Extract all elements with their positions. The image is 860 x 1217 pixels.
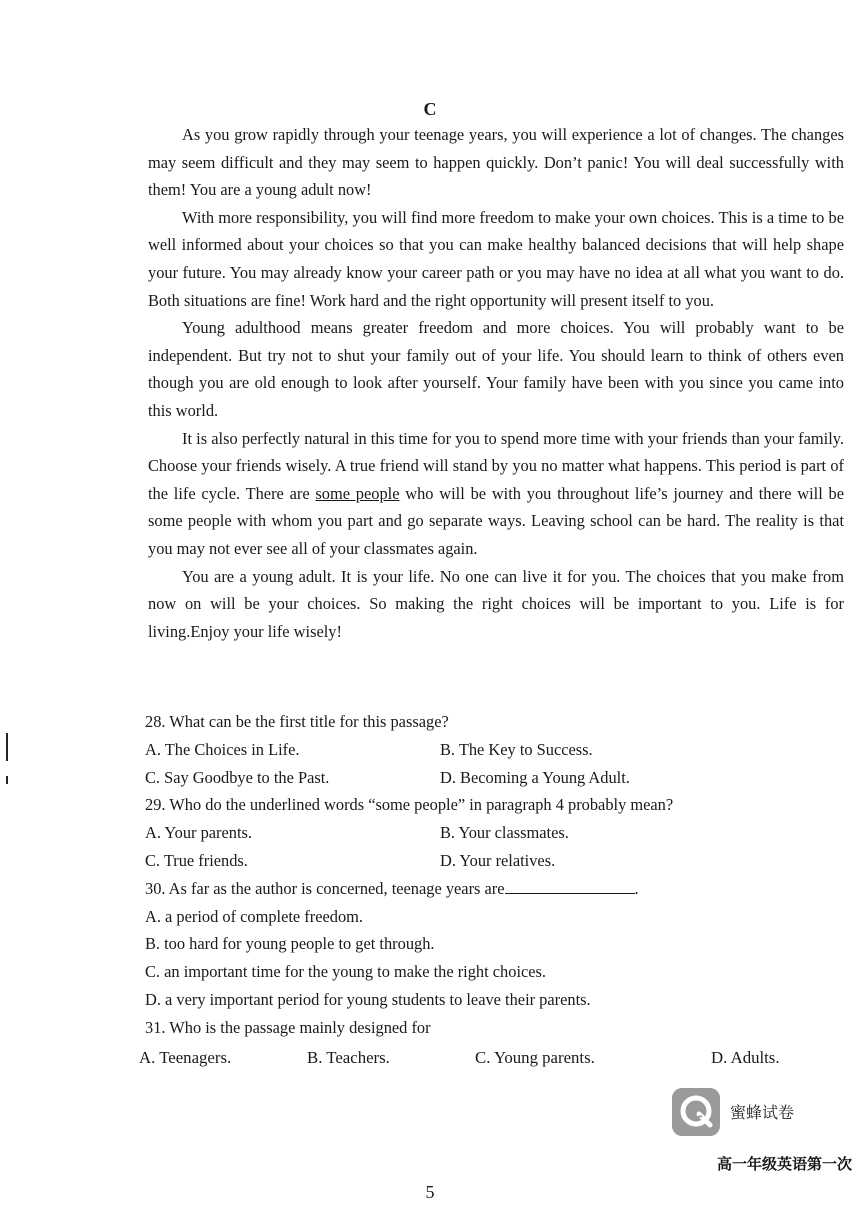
option-d: D. Adults.	[711, 1047, 780, 1067]
margin-mark	[6, 776, 8, 784]
paragraph-5: You are a young adult. It is your life. No one can live it for you. The choices that you make from now on will be your choices. So making the right choices will be important to you. Life is for living.Enjoy your life wisely!	[148, 566, 844, 641]
option-a: A. The Choices in Life.	[145, 739, 300, 759]
footer-exam-title: 高一年级英语第一次	[716, 1155, 852, 1173]
app-logo-icon	[672, 1088, 720, 1136]
option-b: B. The Key to Success.	[440, 739, 593, 759]
margin-mark	[6, 733, 8, 761]
option-c: C. Say Goodbye to the Past.	[145, 767, 330, 787]
question-28-options	[145, 764, 845, 792]
question-29-options	[145, 819, 845, 847]
option-d: D. a very important period for young students to leave their parents.	[145, 989, 591, 1009]
answer-blank	[505, 879, 635, 894]
paragraph-3: Young adulthood means greater freedom and more choices. You will probably want to be independent. But try not to shut your family out of your life. You should learn to think of others even though you are old enough to look after yourself. Your family have been with you since you came into this world.	[148, 318, 844, 420]
question-28-stem: 28. What can be the first title for this passage?	[145, 712, 449, 731]
option-a: A. a period of complete freedom.	[145, 906, 364, 926]
option-c: C. Young parents.	[475, 1047, 595, 1067]
question-29-options	[145, 847, 845, 875]
option-b: B. Your classmates.	[440, 823, 569, 843]
question-31-stem: 31. Who is the passage mainly designed for	[145, 1017, 431, 1037]
option-c: C. an important time for the young to make the right choices.	[145, 962, 547, 982]
option-a: A. Your parents.	[145, 823, 252, 843]
question-30-period: .	[634, 878, 639, 898]
question-28-options	[145, 736, 845, 764]
page-number: 5	[425, 1182, 435, 1202]
option-b: B. too hard for young people to get through.	[145, 934, 435, 954]
paragraph-4-text: who will be with you throughout life’s journey and there will be some people with whom you part and go separate ways. Leaving school can be hard. The reality is that you may not ever see all of your classmates again.	[148, 483, 845, 558]
question-30-stem	[145, 875, 845, 903]
section-label: C	[423, 99, 437, 119]
option-d: D. Becoming a Young Adult.	[440, 767, 630, 787]
question-29-stem: 29. Who do the underlined words “some people” in paragraph 4 probably mean?	[145, 795, 674, 815]
reading-passage	[148, 121, 844, 645]
question-30-text: 30. As far as the author is concerned, teenage years are	[145, 878, 505, 898]
paragraph-2: With more responsibility, you will find more freedom to make your own choices. This is a time to be well informed about your choices so that you can make healthy balanced decisions that will help shape your future. You may already know your career path or you may have no idea at all what you want to do. Both situations are fine! Work hard and the right opportunity will present itself to you.	[148, 207, 844, 310]
question-31-options	[139, 1044, 845, 1072]
option-d: D. Your relatives.	[440, 850, 556, 870]
option-b: B. Teachers.	[307, 1047, 390, 1067]
question-list	[139, 708, 845, 1071]
paragraph-4-text: It is also perfectly natural in this time for you to spend more time with your friends than your family. Choose your friends wisely. A true friend will stand by you no matter what happens. This period is part of the life cycle. There are	[148, 428, 844, 503]
paragraph-1: As you grow rapidly through your teenage years, you will experience a lot of changes. The changes may seem difficult and they may seem to happen quickly. Don’t panic! You will deal successfully with them! You are a young adult now!	[148, 125, 844, 200]
option-a: A. Teenagers.	[139, 1047, 232, 1067]
paragraph-4	[148, 425, 844, 563]
watermark-text: 蜜蜂试卷	[730, 1103, 795, 1122]
option-c: C. True friends.	[145, 850, 248, 870]
underlined-words: some people	[315, 483, 400, 503]
